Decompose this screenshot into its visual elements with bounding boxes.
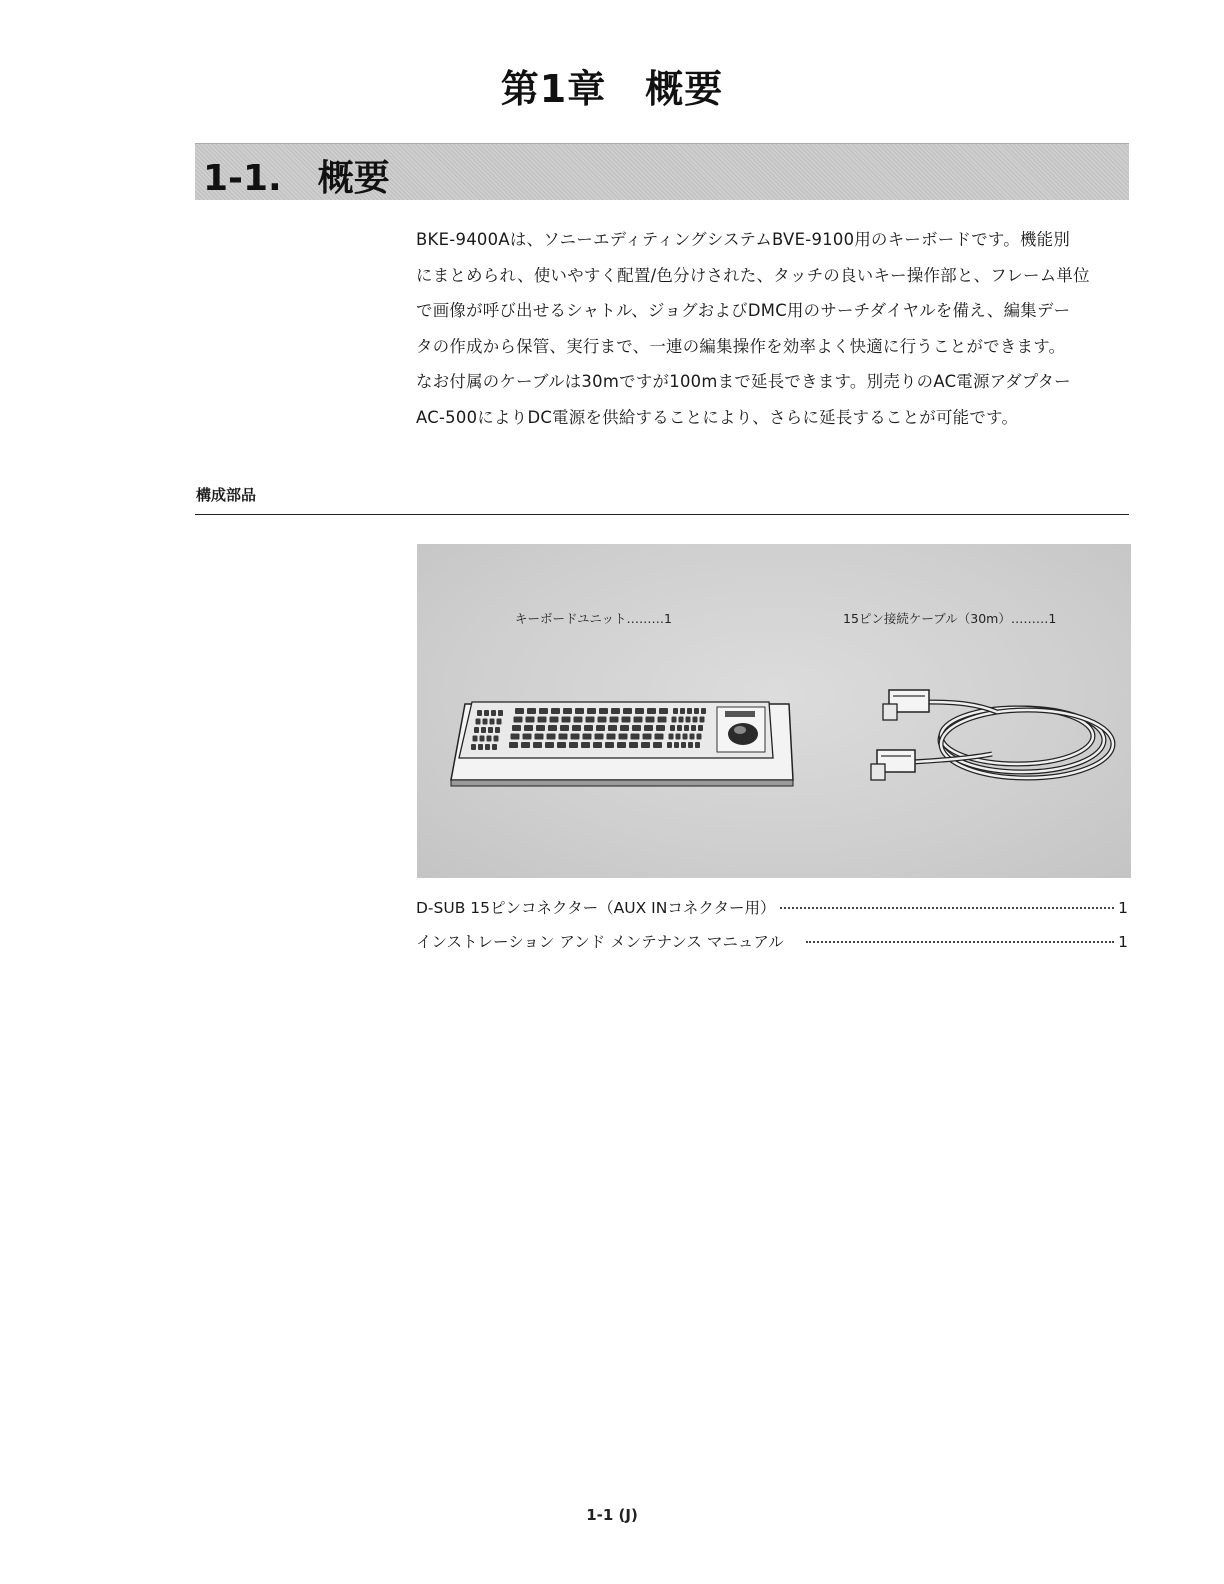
keyboard-key (481, 727, 486, 733)
keyboard-key (563, 708, 572, 714)
keyboard-key (569, 742, 578, 748)
keyboard-key (691, 725, 696, 731)
body-line: タの作成から保管、実行まで、一連の編集操作を効率よく快適に行うことができます。 (416, 336, 1066, 356)
keyboard-key (575, 708, 584, 714)
keyboard-key (583, 734, 592, 740)
keyboard-key (619, 734, 628, 740)
page-number: 1-1 (J) (586, 1506, 638, 1524)
keyboard-key (672, 717, 677, 723)
keyboard-key (679, 717, 684, 723)
keyboard-key (620, 725, 629, 731)
keyboard-key (631, 734, 640, 740)
keyboard-key (560, 725, 569, 731)
keyboard-key (681, 742, 686, 748)
keyboard-key (485, 744, 490, 750)
keyboard-key (669, 734, 674, 740)
keyboard-key (495, 727, 500, 733)
keyboard-key (656, 725, 665, 731)
keyboard-key (610, 717, 619, 723)
keyboard-key (587, 708, 596, 714)
keyboard-key (480, 736, 485, 742)
keyboard-key (634, 717, 643, 723)
keyboard-key (655, 734, 664, 740)
keyboard-key (497, 719, 502, 725)
keyboard-key (659, 708, 668, 714)
keyboard-key (511, 734, 520, 740)
keyboard-key (623, 708, 632, 714)
list-item (416, 896, 1128, 920)
keyboard-key (492, 744, 497, 750)
components-illustration (417, 544, 1131, 878)
keyboard-key (698, 725, 703, 731)
keyboard-key (646, 717, 655, 723)
keyboard-key (471, 744, 476, 750)
keyboard-unit-label: キーボードユニット………1 (515, 611, 672, 626)
keyboard-key (562, 717, 571, 723)
keyboard-key (593, 742, 602, 748)
keyboard-key (617, 742, 626, 748)
keyboard-key (611, 708, 620, 714)
keyboard-key (533, 742, 542, 748)
keyboard-key (688, 742, 693, 748)
keyboard-key (515, 708, 524, 714)
components-heading: 構成部品 (196, 486, 257, 504)
keyboard-key (514, 717, 523, 723)
keyboard-key (536, 725, 545, 731)
body-line: で画像が呼び出せるシャトル、ジョグおよびDMC用のサーチダイヤルを備え、編集デー (416, 301, 1071, 320)
keyboard-key (490, 719, 495, 725)
body-line: AC-500によりDC電源を供給することにより、さらに延長することが可能です。 (416, 407, 1019, 427)
keyboard-key (473, 736, 478, 742)
keyboard-key (622, 717, 631, 723)
keyboard-key (647, 708, 656, 714)
keyboard-key (478, 744, 483, 750)
keyboard-key (599, 708, 608, 714)
keyboard-key (488, 727, 493, 733)
body-line: なお付属のケーブルは30mですが100mまで延長できます。別売りのAC電源アダプター (416, 372, 1071, 391)
keyboard-key (674, 742, 679, 748)
keyboard-key (701, 708, 706, 714)
keyboard-key (697, 734, 702, 740)
keyboard-key (574, 717, 583, 723)
keyboard-key (641, 742, 650, 748)
keyboard-key (693, 717, 698, 723)
list-item (416, 930, 1128, 954)
keyboard-key (523, 734, 532, 740)
keyboard-key (572, 725, 581, 731)
chapter-title: 第1章 概要 (500, 67, 724, 111)
keyboard-key (632, 725, 641, 731)
keyboard-key (643, 734, 652, 740)
section-header-bar (195, 143, 1129, 200)
keyboard-key (676, 734, 681, 740)
keyboard-key (683, 734, 688, 740)
keyboard-key (494, 736, 499, 742)
keyboard-key (595, 734, 604, 740)
cable-illustration (871, 690, 1113, 780)
keyboard-key (476, 719, 481, 725)
keyboard-key (509, 742, 518, 748)
keyboard-key (535, 734, 544, 740)
keyboard-key (673, 708, 678, 714)
keyboard-key (605, 742, 614, 748)
body-line: BKE-9400Aは、ソニーエディティングシステムBVE-9100用のキーボードです。機能別 (416, 230, 1071, 249)
heading-rule (195, 514, 1129, 515)
keyboard-key (694, 708, 699, 714)
keyboard-key (667, 742, 672, 748)
keyboard-key (559, 734, 568, 740)
keyboard-key (584, 725, 593, 731)
keyboard-key (608, 725, 617, 731)
keyboard-key (586, 717, 595, 723)
keyboard-key (498, 710, 503, 716)
keyboard-key (695, 742, 700, 748)
keyboard-key (686, 717, 691, 723)
keyboard-key (521, 742, 530, 748)
keyboard-key (539, 708, 548, 714)
keyboard-key (684, 725, 689, 731)
keyboard-key (547, 734, 556, 740)
keyboard-key (483, 719, 488, 725)
keyboard-key (484, 710, 489, 716)
keyboard-key (545, 742, 554, 748)
keyboard-key (571, 734, 580, 740)
body-line: にまとめられ、使いやすく配置/色分けされた、タッチの良いキー操作部と、フレーム単位 (416, 265, 1090, 285)
keyboard-key (670, 725, 675, 731)
keyboard-unit-illustration (451, 702, 793, 786)
keyboard-key (526, 717, 535, 723)
keyboard-key (644, 725, 653, 731)
list-item-qty: 1 (1118, 933, 1128, 951)
keyboard-key (635, 708, 644, 714)
keyboard-key (680, 708, 685, 714)
keyboard-key (653, 742, 662, 748)
keyboard-key (596, 725, 605, 731)
keyboard-key (557, 742, 566, 748)
keyboard-key (477, 710, 482, 716)
keyboard-key (548, 725, 557, 731)
keyboard-key (527, 708, 536, 714)
keyboard-key (487, 736, 492, 742)
keyboard-key (700, 717, 705, 723)
keyboard-key (538, 717, 547, 723)
list-item-name: インストレーション アンド メンテナンス マニュアル (416, 933, 784, 951)
keyboard-key (629, 742, 638, 748)
keyboard-key (491, 710, 496, 716)
components-figure (417, 544, 1131, 878)
keyboard-key (677, 725, 682, 731)
keyboard-key (474, 727, 479, 733)
cable-label: 15ピン接続ケーブル（30m）………1 (843, 611, 1057, 626)
dot-leader (780, 907, 1115, 909)
section-title: 1-1. 概要 (203, 158, 390, 199)
keyboard-key (690, 734, 695, 740)
dot-leader (806, 941, 1114, 943)
keyboard-key (512, 725, 521, 731)
list-item-qty: 1 (1118, 899, 1128, 917)
keyboard-key (687, 708, 692, 714)
keyboard-key (524, 725, 533, 731)
keyboard-key (658, 717, 667, 723)
list-item-name: D-SUB 15ピンコネクター（AUX INコネクター用） (416, 899, 776, 917)
keyboard-key (581, 742, 590, 748)
keyboard-key (551, 708, 560, 714)
keyboard-key (550, 717, 559, 723)
body-paragraph (416, 222, 1136, 435)
keyboard-key (607, 734, 616, 740)
keyboard-key (598, 717, 607, 723)
